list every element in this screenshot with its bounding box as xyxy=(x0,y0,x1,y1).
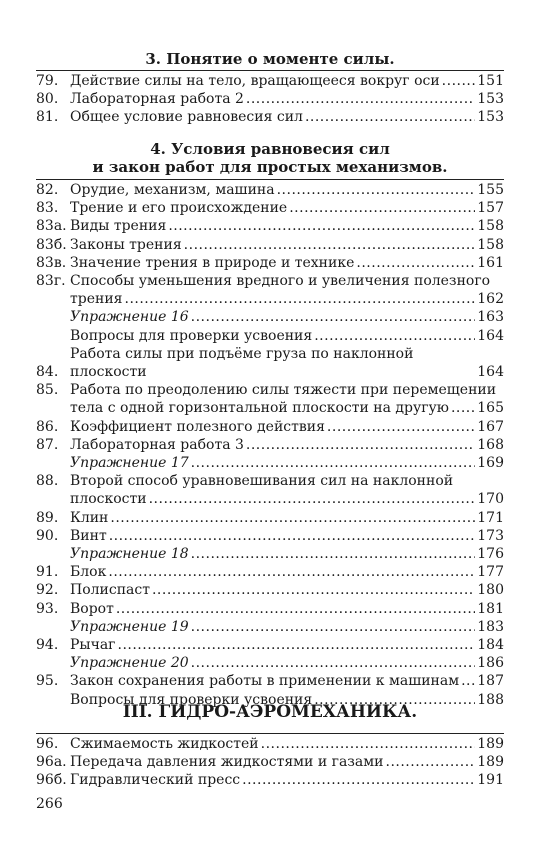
toc-entry: 88. Второй способ уравновешивания сил на наклонной xyxy=(36,473,454,490)
toc-entry: 87. Лабораторная работа 3 ..... 168 xyxy=(36,436,504,454)
toc-entry: 89. Клин ..... 171 xyxy=(36,509,504,527)
toc-list xyxy=(36,72,504,127)
divider xyxy=(36,179,504,180)
divider xyxy=(36,733,504,734)
section-heading: и закон работ для простых механизмов. xyxy=(92,158,448,176)
toc-entry: 86. Коэффициент полезного действия ..... 167 xyxy=(36,418,504,436)
toc-list xyxy=(36,181,504,709)
toc-entry-continuation: трения ..... 162 xyxy=(36,290,504,308)
section-heading: 3. Понятие о моменте силы. xyxy=(145,50,395,68)
toc-entry: Вопросы для проверки усвоения ..... 164 xyxy=(36,327,504,345)
toc-entry: 79. Действие силы на тело, вращающееся вокруг оси ..... 151 xyxy=(36,72,504,90)
toc-entry: 96а. Передача давления жидкостями и газами ..... 189 xyxy=(36,753,504,771)
toc-list xyxy=(36,735,504,790)
toc-entry: 83. Трение и его происхождение ..... 157 xyxy=(36,199,504,217)
toc-entry: Упражнение 16 ..... 163 xyxy=(36,308,504,326)
toc-entry: Упражнение 18 ..... 176 xyxy=(36,545,504,563)
toc-entry: Упражнение 17 ..... 169 xyxy=(36,454,504,472)
toc-entry: 94. Рычаг ..... 184 xyxy=(36,636,504,654)
toc-entry: 91. Блок ..... 177 xyxy=(36,563,504,581)
toc-entry: Вопросы для проверки усвоения ..... 188 xyxy=(36,691,504,709)
toc-entry: 82. Орудие, механизм, машина ..... 155 xyxy=(36,181,504,199)
toc-entry-continuation: плоскости ..... 170 xyxy=(36,490,504,508)
toc-entry: Упражнение 19 ..... 183 xyxy=(36,618,504,636)
toc-entry: Упражнение 20 ..... 186 xyxy=(36,654,504,672)
toc-entry: 93. Ворот ..... 181 xyxy=(36,600,504,618)
toc-entry: 83б. Законы трения ..... 158 xyxy=(36,236,504,254)
part-heading: III. ГИДРО-АЭРОМЕХАНИКА. xyxy=(122,702,418,722)
page-number: 266 xyxy=(36,796,63,812)
toc-entry: 96б. Гидравлический пресс ..... 191 xyxy=(36,771,504,789)
toc-entry: 83а. Виды трения ..... 158 xyxy=(36,217,504,235)
toc-entry-continuation: тела с одной горизонтальной плоскости на другую ..... 165 xyxy=(36,399,504,417)
toc-entry: 81. Общее условие равновесия сил ..... 153 xyxy=(36,108,504,126)
toc-entry: 85. Работа по преодолению силы тяжести при перемещении xyxy=(36,382,497,399)
toc-entry: 96. Сжимаемость жидкостей ..... 189 xyxy=(36,735,504,753)
toc-entry: 83в. Значение трения в природе и технике ..... 161 xyxy=(36,254,504,272)
divider xyxy=(36,70,504,71)
toc-entry: 90. Винт ..... 173 xyxy=(36,527,504,545)
toc-entry: 95. Закон сохранения работы в применении к машинам ..... 187 xyxy=(36,672,504,690)
toc-entry: 80. Лабораторная работа 2 ..... 153 xyxy=(36,90,504,108)
toc-entry: 83г. Способы уменьшения вредного и увеличения полезного xyxy=(36,273,491,290)
section-heading: 4. Условия равновесия сил xyxy=(150,140,390,158)
toc-entry: 84. Работа силы при подъёме груза по наклонной плоскости 164 xyxy=(36,345,504,381)
toc-entry: 92. Полиспаст ..... 180 xyxy=(36,581,504,599)
